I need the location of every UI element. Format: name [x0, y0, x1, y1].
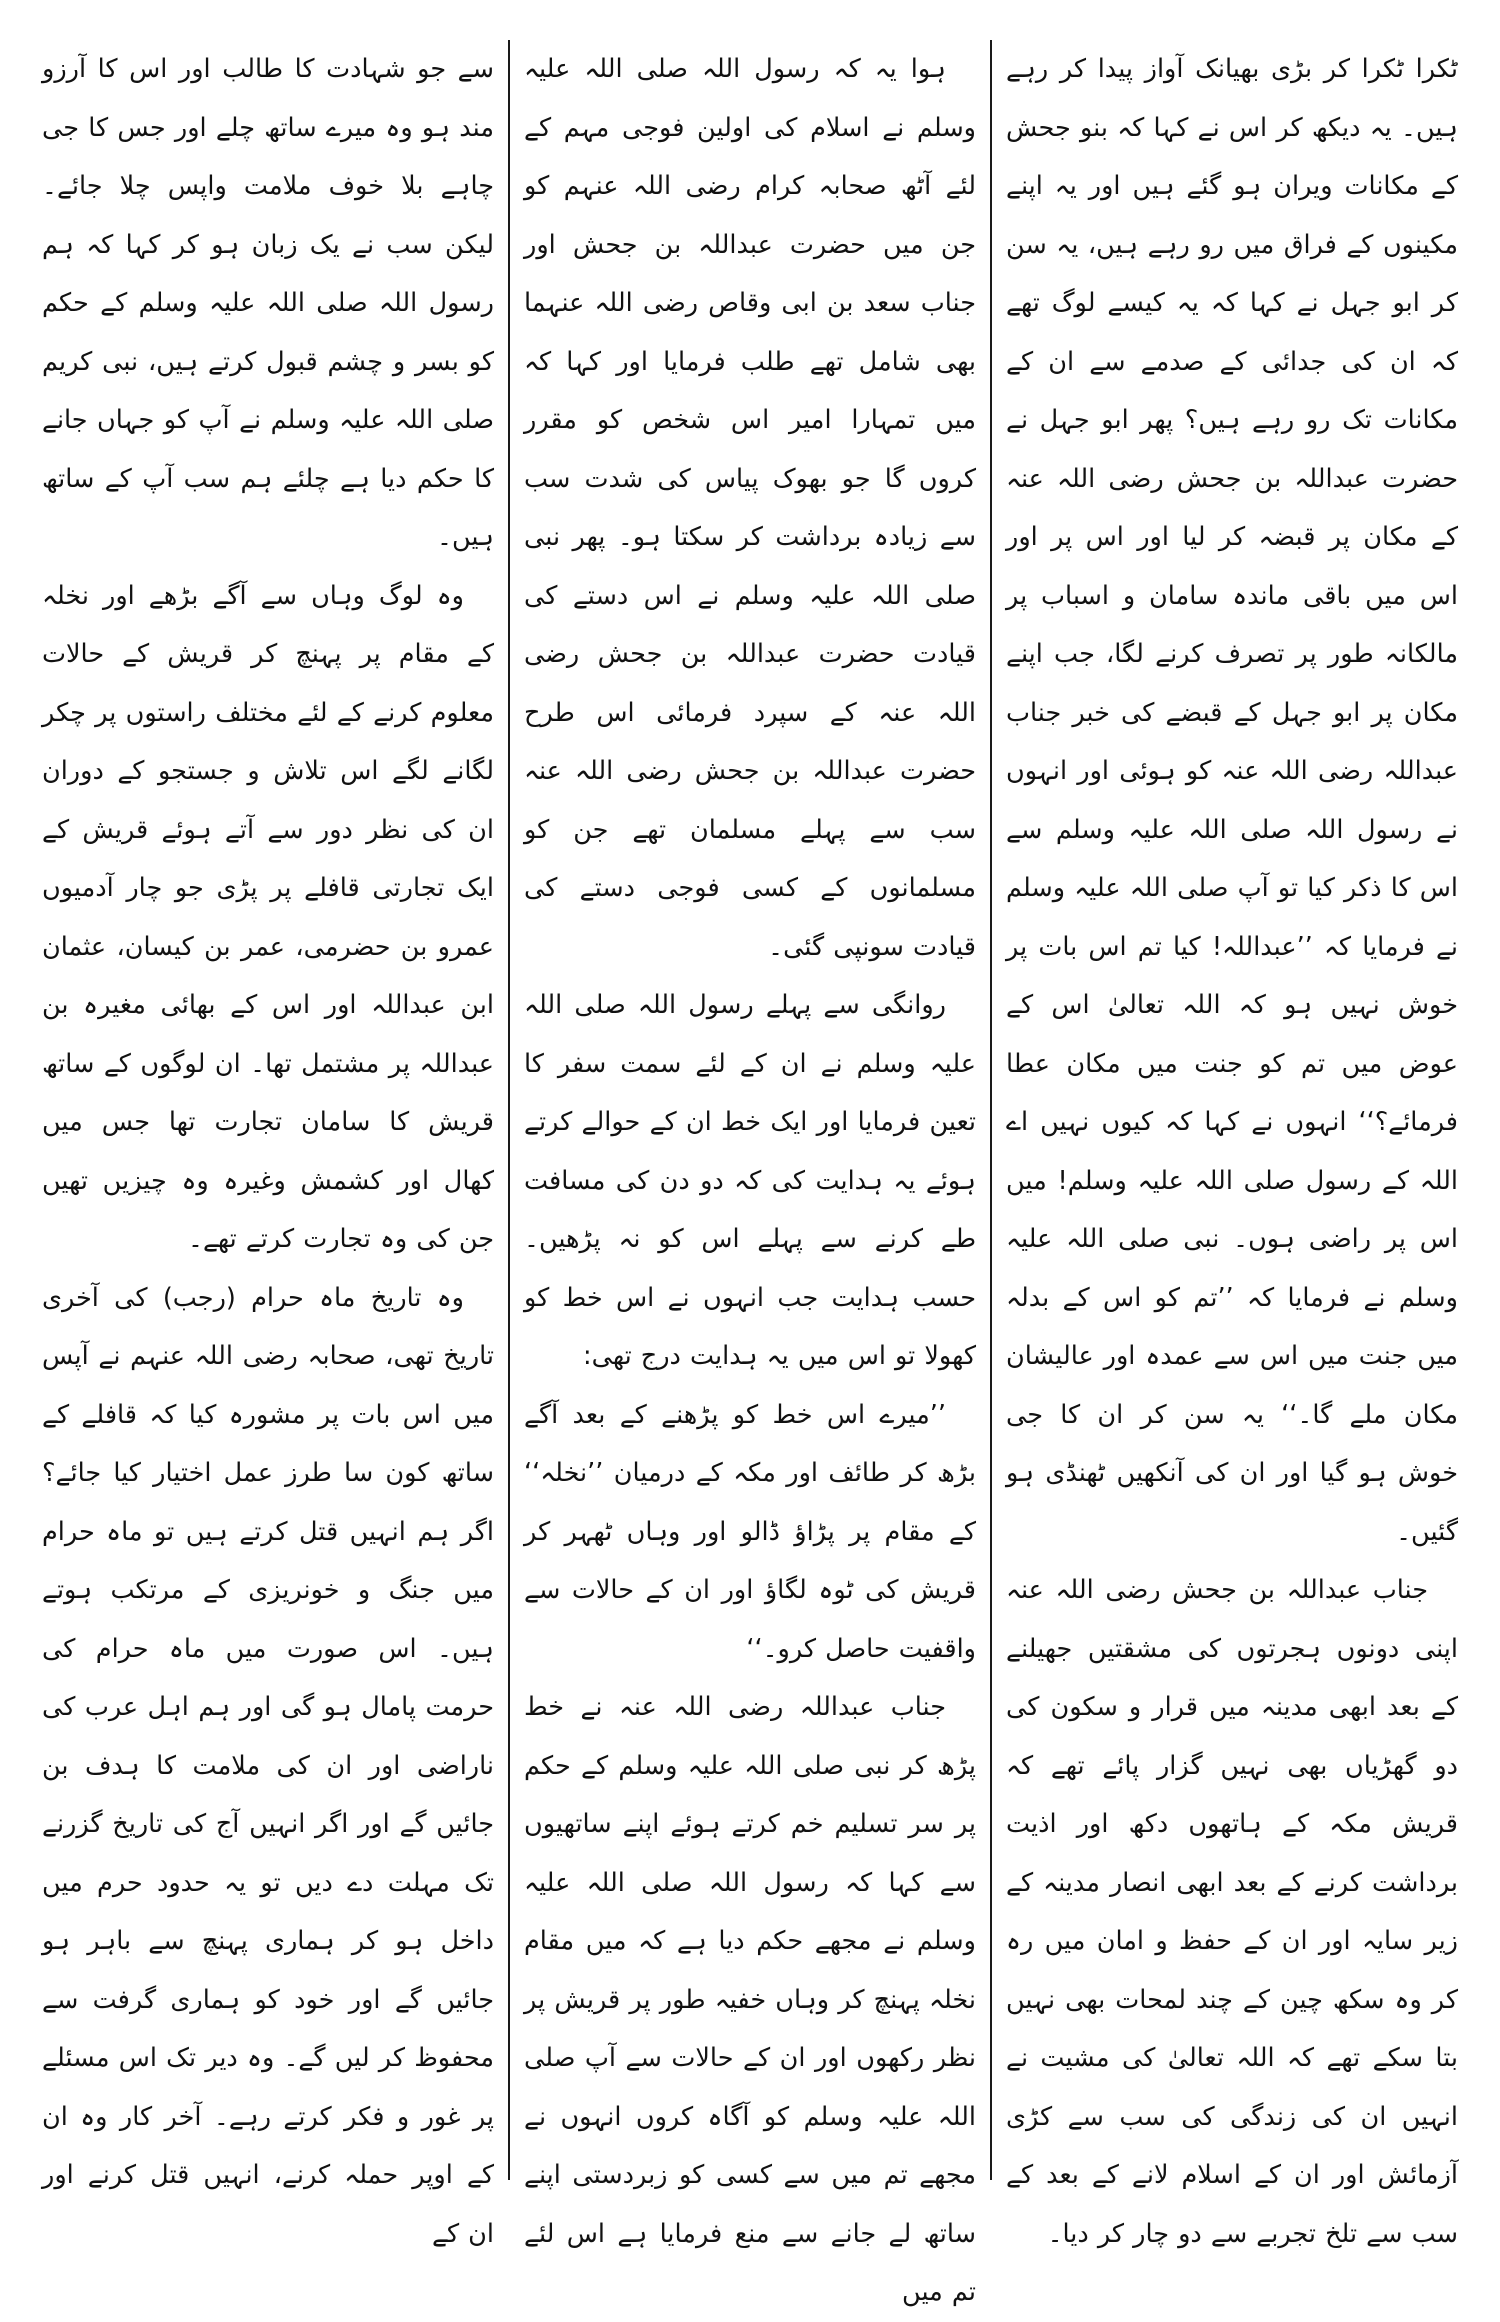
paragraph: وہ لوگ وہاں سے آگے بڑھے اور نخلہ کے مقام پر پہنچ کر قریش کے حالات معلوم کرنے کے لئے مختلف راستوں پر چکر لگانے لگے اس تلاش و جستجو کے دوران ان کی نظر دور سے آتے ہوئے قریش کے ایک تجارتی قافلے پر پڑی جو چار آدمیوں عمرو بن حضرمی، عمر بن کیسان، عثمان ابن عبداللہ اور اس کے بھائی مغیرہ بن عبداللہ پر مشتمل تھا۔ ان لوگوں کے ساتھ قریش کا سامان تجارت تھا جس میں کھال اور کشمش وغیرہ وہ چیزیں تھیں جن کی وہ تجارت کرتے تھے۔ — [42, 580, 494, 1254]
paragraph: ٹکرا ٹکرا کر بڑی بھیانک آواز پیدا کر رہے ہیں۔ یہ دیکھ کر اس نے کہا کہ بنو جحش کے مکانات ویران ہو گئے ہیں اور یہ اپنے مکینوں کے فراق میں رو رہے ہیں، یہ سن کر ابو جہل نے کہا کہ یہ کیسے لوگ تھے کہ ان کی جدائی کے صدمے سے ان کے مکانات تک رو رہے ہیں؟ پھر ابو جہل نے حضرت عبداللہ بن جحش رضی اللہ عنہ کے مکان پر قبضہ کر لیا اور اس پر اور اس میں باقی ماندہ سامان و اسباب پر مالکانہ طور پر تصرف کرنے لگا، جب اپنے مکان پر ابو جہل کے قبضے کی خبر جناب عبداللہ رضی اللہ عنہ کو ہوئی اور انہوں نے رسول اللہ صلی اللہ علیہ وسلم سے اس کا ذکر کیا تو آپ صلی اللہ علیہ وسلم نے فرمایا کہ ’’عبداللہ! کیا تم اس بات پر خوش نہیں ہو کہ اللہ تعالیٰ اس کے عوض میں تم کو جنت میں مکان عطا فرمائے؟‘‘ انہوں نے کہا کہ کیوں نہیں اے اللہ کے رسول صلی اللہ علیہ وسلم! میں اس پر راضی ہوں۔ نبی صلی اللہ علیہ وسلم نے فرمایا کہ ’’تم کو اس کے بدلہ میں جنت میں اس سے عمدہ اور عالیشان مکان ملے گا۔‘‘ یہ سن کر ان کا جی خوش ہو گیا اور ان کی آنکھیں ٹھنڈی ہو گئیں۔ — [1006, 54, 1458, 1547]
column-right — [992, 40, 1472, 2249]
paragraph: جناب عبداللہ بن جحش رضی اللہ عنہ اپنی دونوں ہجرتوں کی مشقتیں جھیلنے کے بعد ابھی مدینہ میں قرار و سکون کی دو گھڑیاں بھی نہیں گزار پائے تھے کہ قریش مکہ کے ہاتھوں دکھ اور اذیت برداشت کرنے کے بعد ابھی انصار مدینہ کے زیر سایہ اور ان کے حفظ و امان میں رہ کر وہ سکھ چین کے چند لمحات بھی نہیں بتا سکے تھے کہ اللہ تعالیٰ کی مشیت نے انہیں ان کی زندگی کی سب سے کڑی آزمائش اور ان کے اسلام لانے کے بعد کے سب سے تلخ تجربے سے دو چار کر دیا۔ — [1006, 1575, 1458, 2249]
paragraph: سے جو شہادت کا طالب اور اس کا آرزو مند ہو وہ میرے ساتھ چلے اور جس کا جی چاہے بلا خوف ملامت واپس چلا جائے۔ لیکن سب نے یک زبان ہو کر کہا کہ ہم رسول اللہ صلی اللہ علیہ وسلم کے حکم کو بسر و چشم قبول کرتے ہیں، نبی کریم صلی اللہ علیہ وسلم نے آپ کو جہاں جانے کا حکم دیا ہے چلئے ہم سب آپ کے ساتھ ہیں۔ — [42, 54, 494, 552]
paragraph: جناب عبداللہ رضی اللہ عنہ نے خط پڑھ کر نبی صلی اللہ علیہ وسلم کے حکم پر سر تسلیم خم کرتے ہوئے اپنے ساتھیوں سے کہا کہ رسول اللہ صلی اللہ علیہ وسلم نے مجھے حکم دیا ہے کہ میں مقام نخلہ پہنچ کر وہاں خفیہ طور پر قریش پر نظر رکھوں اور ان کے حالات سے آپ صلی اللہ علیہ وسلم کو آگاہ کروں انہوں نے مجھے تم میں سے کسی کو زبردستی اپنے ساتھ لے جانے سے منع فرمایا ہے اس لئے تم میں — [524, 1692, 976, 2307]
quoted-letter: ’’میرے اس خط کو پڑھنے کے بعد آگے بڑھ کر طائف اور مکہ کے درمیان ’’نخلہ‘‘ کے مقام پر پڑاؤ ڈالو اور وہاں ٹھہر کر قریش کی ٹوہ لگاؤ اور ان کے حالات سے واقفیت حاصل کرو۔‘‘ — [524, 1399, 976, 1664]
paragraph: ہوا یہ کہ رسول اللہ صلی اللہ علیہ وسلم نے اسلام کی اولین فوجی مہم کے لئے آٹھ صحابہ کرام رضی اللہ عنہم کو جن میں حضرت عبداللہ بن جحش اور جناب سعد بن ابی وقاص رضی اللہ عنہما بھی شامل تھے طلب فرمایا اور کہا کہ میں تمہارا امیر اس شخص کو مقرر کروں گا جو بھوک پیاس کی شدت سب سے زیادہ برداشت کر سکتا ہو۔ پھر نبی صلی اللہ علیہ وسلم نے اس دستے کی قیادت حضرت عبداللہ بن جحش رضی اللہ عنہ کے سپرد فرمائی اس طرح حضرت عبداللہ بن جحش رضی اللہ عنہ سب سے پہلے مسلمان تھے جن کو مسلمانوں کے کسی فوجی دستے کی قیادت سونپی گئی۔ — [524, 54, 976, 962]
paragraph: وہ تاریخ ماہ حرام (رجب) کی آخری تاریخ تھی، صحابہ رضی اللہ عنہم نے آپس میں اس بات پر مشورہ کیا کہ قافلے کے ساتھ کون سا طرز عمل اختیار کیا جائے؟ اگر ہم انہیں قتل کرتے ہیں تو ماہ حرام میں جنگ و خونریزی کے مرتکب ہوتے ہیں۔ اس صورت میں ماہ حرام کی حرمت پامال ہو گی اور ہم اہل عرب کی ناراضی اور ان کی ملامت کا ہدف بن جائیں گے اور اگر انہیں آج کی تاریخ گزرنے تک مہلت دے دیں تو یہ حدود حرم میں داخل ہو کر ہماری پہنچ سے باہر ہو جائیں گے اور خود کو ہماری گرفت سے محفوظ کر لیں گے۔ وہ دیر تک اس مسئلے پر غور و فکر کرتے رہے۔ آخر کار وہ ان کے اوپر حملہ کرنے، انہیں قتل کرنے اور ان کے — [42, 1282, 494, 2249]
paragraph: روانگی سے پہلے رسول اللہ صلی اللہ علیہ وسلم نے ان کے لئے سمت سفر کا تعین فرمایا اور ایک خط ان کے حوالے کرتے ہوئے یہ ہدایت کی کہ دو دن کی مسافت طے کرنے سے پہلے اس کو نہ پڑھیں۔ حسب ہدایت جب انہوں نے اس خط کو کھولا تو اس میں یہ ہدایت درج تھی: — [524, 990, 976, 1371]
column-middle — [510, 40, 990, 2307]
column-left — [28, 40, 508, 2249]
